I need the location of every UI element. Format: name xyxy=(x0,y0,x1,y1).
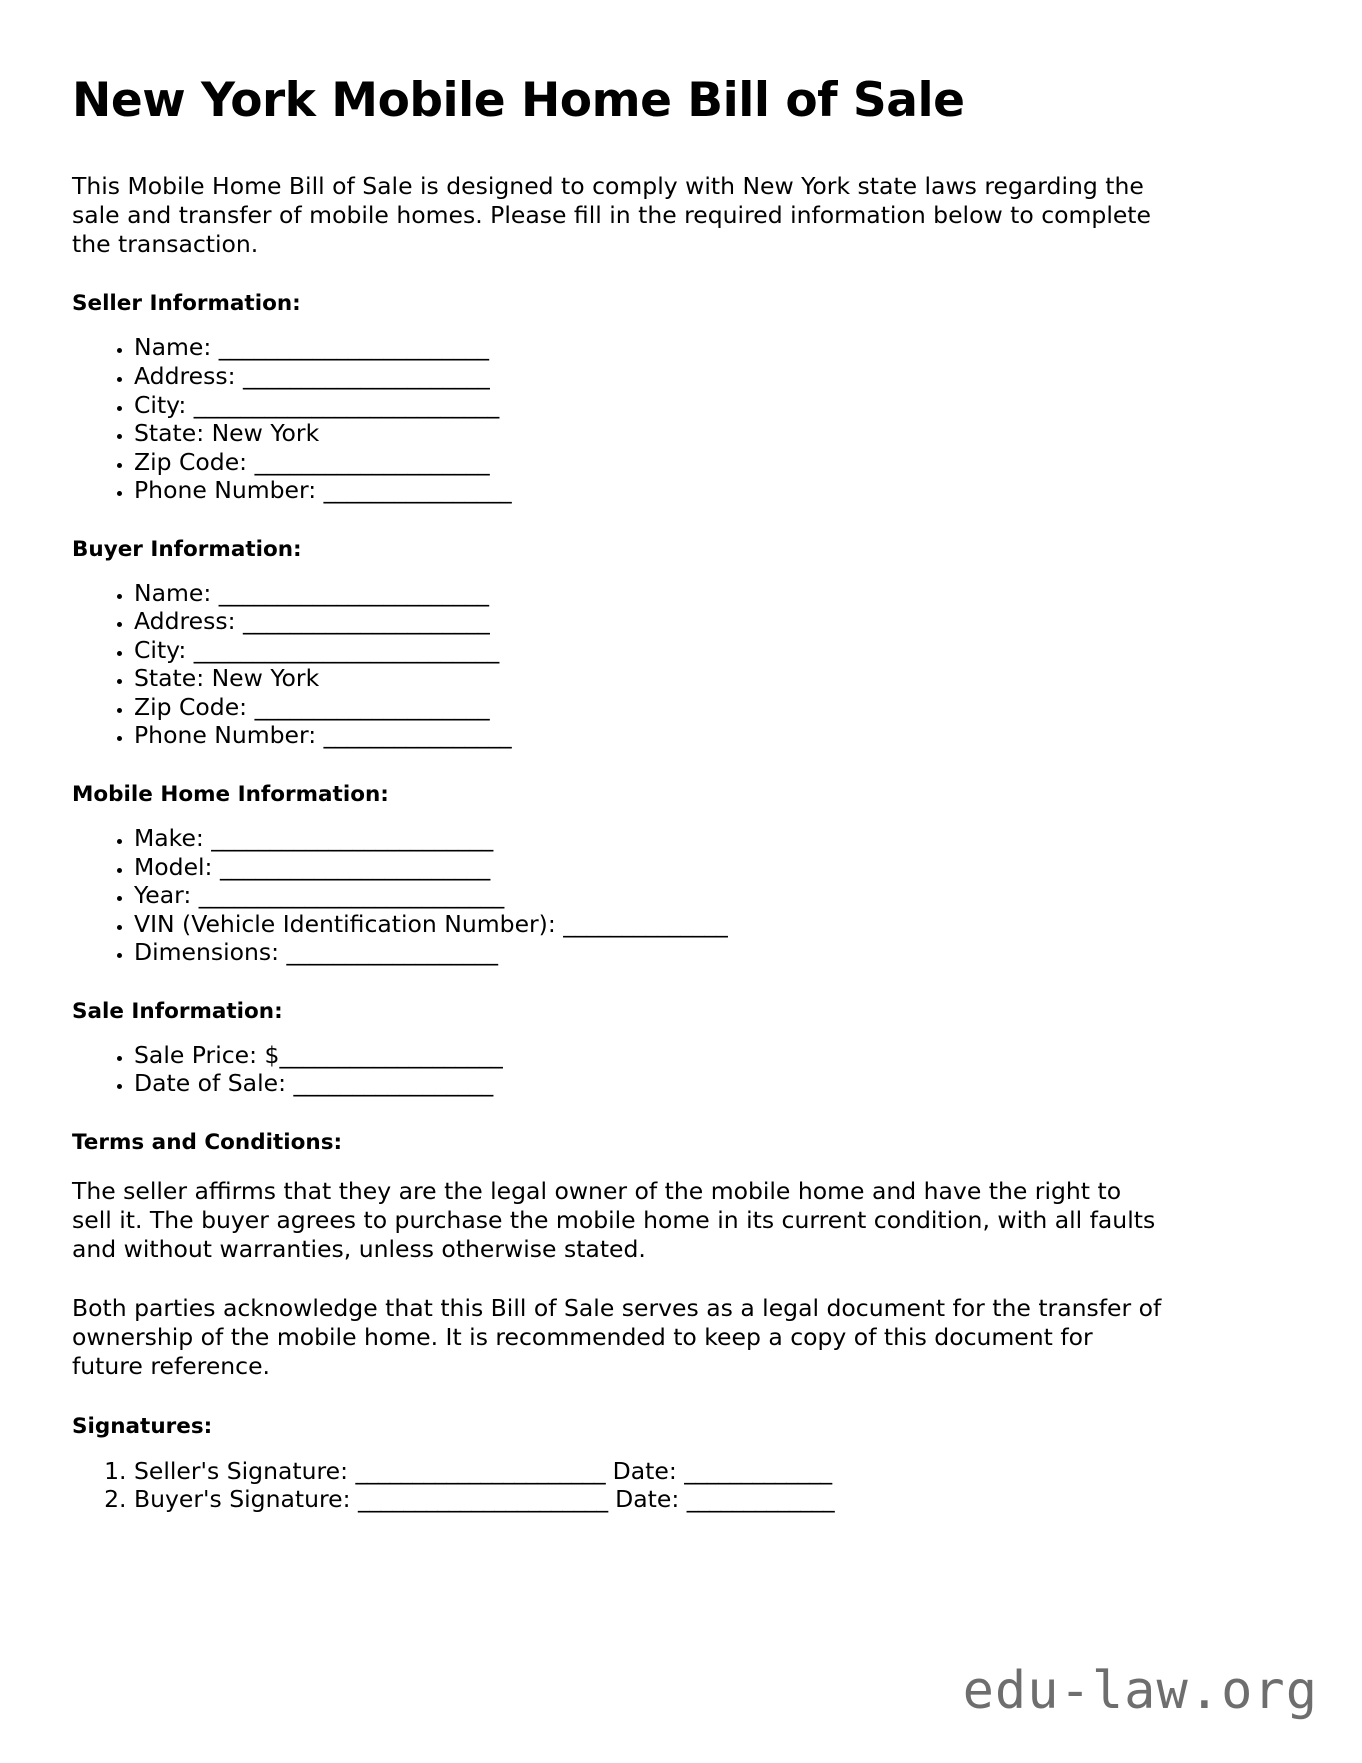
list-item: • Sale Price: $___________________ xyxy=(134,1041,1290,1070)
list-item: • Name: _______________________ xyxy=(134,333,1290,362)
seller-date-blank[interactable]: _____________ xyxy=(684,1456,832,1485)
list-item: • VIN (Vehicle Identification Number): ______________ xyxy=(134,910,1290,939)
terms-paragraph-2: Both parties acknowledge that this Bill of Sale serves as a legal document for the transfer of ownership of the mobile home. It is recommended to keep a copy of this document for future reference. xyxy=(72,1294,1162,1381)
mobile-home-information-heading: Mobile Home Information: xyxy=(72,781,389,807)
seller-signature-row xyxy=(134,1457,1290,1486)
buyer-signature-row xyxy=(134,1485,1290,1514)
list-item: • Zip Code: ____________________ xyxy=(134,448,1290,477)
list-item: • Address: _____________________ xyxy=(134,607,1290,636)
buyer-information-list xyxy=(72,579,1290,750)
list-item: • State: New York xyxy=(134,664,1290,693)
list-item: • Address: _____________________ xyxy=(134,362,1290,391)
seller-signature-blank[interactable]: ______________________ xyxy=(355,1456,606,1485)
sale-information-list xyxy=(72,1041,1290,1098)
terms-and-conditions-heading: Terms and Conditions: xyxy=(72,1129,343,1155)
seller-information-heading: Seller Information: xyxy=(72,291,301,317)
terms-paragraph-1: The seller affirms that they are the legal owner of the mobile home and have the right to sell it. The buyer agrees to purchase the mobile home in its current condition, with all faults and without warranties, unless otherwise stated. xyxy=(72,1176,1156,1264)
intro-paragraph: This Mobile Home Bill of Sale is designed to comply with New York state laws regarding the sale and transfer of mobile homes. Please fill in the required information below to complete the transaction. xyxy=(72,172,1151,259)
list-item: • Model: _______________________ xyxy=(134,853,1290,882)
watermark: edu-law.org xyxy=(962,1661,1318,1721)
seller-signature-label: Seller's Signature: xyxy=(134,1456,356,1485)
list-item: • Dimensions: __________________ xyxy=(134,938,1290,967)
list-item: • Make: ________________________ xyxy=(134,824,1290,853)
list-item: • Zip Code: ____________________ xyxy=(134,693,1290,722)
list-item: • City: __________________________ xyxy=(134,391,1290,420)
list-item: • Year: __________________________ xyxy=(134,881,1290,910)
buyer-signature-label: Buyer's Signature: xyxy=(134,1485,358,1514)
seller-date-label: Date: xyxy=(605,1456,685,1485)
buyer-date-label: Date: xyxy=(607,1485,687,1514)
list-item: • Phone Number: ________________ xyxy=(134,476,1290,505)
signatures-heading: Signatures: xyxy=(72,1413,213,1439)
buyer-signature-blank[interactable]: ______________________ xyxy=(357,1485,608,1514)
buyer-information-heading: Buyer Information: xyxy=(72,536,302,562)
list-item: • Name: _______________________ xyxy=(134,579,1290,608)
page-title: New York Mobile Home Bill of Sale xyxy=(72,73,965,128)
seller-information-list xyxy=(72,333,1290,504)
signatures-list xyxy=(72,1457,1290,1514)
list-item: • Phone Number: ________________ xyxy=(134,721,1290,750)
mobile-home-information-list xyxy=(72,824,1290,967)
list-item: • State: New York xyxy=(134,419,1290,448)
buyer-date-blank[interactable]: _____________ xyxy=(686,1485,835,1514)
list-item: • City: __________________________ xyxy=(134,636,1290,665)
list-item: • Date of Sale: _________________ xyxy=(134,1069,1290,1098)
sale-information-heading: Sale Information: xyxy=(72,998,283,1024)
